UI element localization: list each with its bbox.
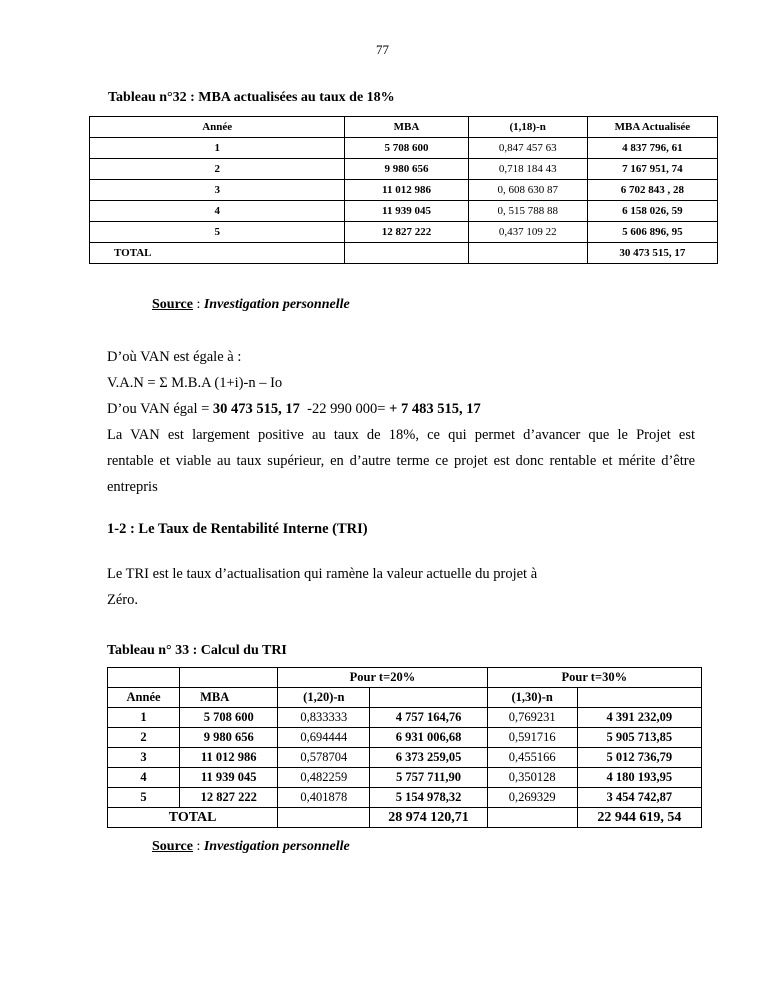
van-paragraph-line: entrepris bbox=[107, 479, 158, 495]
cell: 4 837 796, 61 bbox=[587, 138, 717, 159]
cell: 4 bbox=[90, 201, 345, 222]
source-sep: : bbox=[192, 297, 204, 312]
page-number: 77 bbox=[376, 42, 389, 57]
group-header-30: Pour t=30% bbox=[487, 668, 701, 688]
cell: 11 939 045 bbox=[180, 768, 278, 788]
table-header-row bbox=[108, 688, 702, 708]
table32-caption: Tableau n°32 : MBA actualisées au taux de 18% bbox=[108, 90, 395, 105]
cell: 0,437 109 22 bbox=[468, 222, 587, 243]
cell: 3 bbox=[108, 748, 180, 768]
table-row bbox=[90, 201, 718, 222]
cell: 0,591716 bbox=[487, 728, 577, 748]
cell: 0, 515 788 88 bbox=[468, 201, 587, 222]
cell: 5 012 736,79 bbox=[577, 748, 701, 768]
cell: 9 980 656 bbox=[180, 728, 278, 748]
cell: 6 931 006,68 bbox=[370, 728, 487, 748]
cell: 0,694444 bbox=[278, 728, 370, 748]
col-header: (1,18)-n bbox=[468, 117, 587, 138]
cell: 0,482259 bbox=[278, 768, 370, 788]
cell: 0,833333 bbox=[278, 708, 370, 728]
cell: 4 180 193,95 bbox=[577, 768, 701, 788]
cell: 2 bbox=[90, 159, 345, 180]
table-header-row bbox=[90, 117, 718, 138]
cell: 5 905 713,85 bbox=[577, 728, 701, 748]
van-calculation bbox=[107, 396, 695, 422]
cell bbox=[180, 668, 278, 688]
cell: 1 bbox=[108, 708, 180, 728]
col-header: MBA Actualisée bbox=[587, 117, 717, 138]
van-line: D’où VAN est égale à : bbox=[107, 349, 242, 365]
table33-caption: Tableau n° 33 : Calcul du TRI bbox=[107, 643, 287, 658]
source-text: Investigation personnelle bbox=[203, 839, 350, 854]
source-sep: : bbox=[192, 839, 204, 854]
total-value: 30 473 515, 17 bbox=[587, 243, 717, 264]
col-header: MBA bbox=[180, 688, 278, 708]
van-calc-result: + 7 483 515, 17 bbox=[389, 401, 481, 417]
table-calcul-tri bbox=[107, 667, 702, 828]
van-calc-prefix: D’ou VAN égal = bbox=[107, 401, 213, 417]
cell: 0,578704 bbox=[278, 748, 370, 768]
cell: 5 757 711,90 bbox=[370, 768, 487, 788]
total-label: TOTAL bbox=[108, 808, 278, 828]
table-row bbox=[108, 788, 702, 808]
van-section bbox=[107, 344, 695, 500]
table-row bbox=[90, 159, 718, 180]
cell: 1 bbox=[90, 138, 345, 159]
cell: 4 bbox=[108, 768, 180, 788]
source-note bbox=[152, 297, 350, 313]
van-calc-total: 30 473 515, 17 bbox=[212, 401, 300, 417]
cell bbox=[577, 688, 701, 708]
cell: 4 757 164,76 bbox=[370, 708, 487, 728]
cell: 6 373 259,05 bbox=[370, 748, 487, 768]
table-total-row bbox=[90, 243, 718, 264]
cell: 2 bbox=[108, 728, 180, 748]
table-mba-actualisees bbox=[89, 116, 718, 264]
van-formula: V.A.N = Σ M.B.A (1+i)-n – Io bbox=[107, 375, 283, 391]
cell: 5 708 600 bbox=[180, 708, 278, 728]
source-note bbox=[152, 839, 350, 855]
cell: 6 702 843 , 28 bbox=[587, 180, 717, 201]
cell bbox=[108, 668, 180, 688]
van-calc-mid: -22 990 000= bbox=[299, 401, 390, 417]
cell: 0,350128 bbox=[487, 768, 577, 788]
col-header: Année bbox=[108, 688, 180, 708]
group-header-20: Pour t=20% bbox=[278, 668, 487, 688]
cell: 9 980 656 bbox=[345, 159, 468, 180]
cell bbox=[345, 243, 468, 264]
cell: 0, 608 630 87 bbox=[468, 180, 587, 201]
cell: 0,718 184 43 bbox=[468, 159, 587, 180]
total-label: TOTAL bbox=[90, 243, 345, 264]
cell: 6 158 026, 59 bbox=[587, 201, 717, 222]
cell: 5 606 896, 95 bbox=[587, 222, 717, 243]
cell: 7 167 951, 74 bbox=[587, 159, 717, 180]
van-paragraph-line: La VAN est largement positive au taux de 18%, ce qui permet d’avancer que le Projet est bbox=[107, 427, 695, 443]
table-row bbox=[90, 180, 718, 201]
total-30: 22 944 619, 54 bbox=[577, 808, 701, 828]
table-group-header-row bbox=[108, 668, 702, 688]
table-row bbox=[108, 708, 702, 728]
van-paragraph-line: rentable et viable au taux supérieur, en d’autre terme ce projet est donc rentable et mérite d’être bbox=[107, 453, 695, 469]
cell bbox=[468, 243, 587, 264]
cell: 5 708 600 bbox=[345, 138, 468, 159]
cell: 12 827 222 bbox=[345, 222, 468, 243]
source-text: Investigation personnelle bbox=[203, 297, 350, 312]
col-header: Année bbox=[90, 117, 345, 138]
cell: 3 454 742,87 bbox=[577, 788, 701, 808]
cell: 0,847 457 63 bbox=[468, 138, 587, 159]
total-20: 28 974 120,71 bbox=[370, 808, 487, 828]
cell bbox=[487, 808, 577, 828]
cell: 0,401878 bbox=[278, 788, 370, 808]
cell: 11 012 986 bbox=[180, 748, 278, 768]
table-row bbox=[108, 728, 702, 748]
source-label: Source bbox=[152, 297, 193, 312]
col-header: (1,30)-n bbox=[487, 688, 577, 708]
table-row bbox=[108, 748, 702, 768]
table-row bbox=[108, 768, 702, 788]
cell: 5 bbox=[90, 222, 345, 243]
cell: 0,269329 bbox=[487, 788, 577, 808]
cell: 11 939 045 bbox=[345, 201, 468, 222]
col-header: (1,20)-n bbox=[278, 688, 370, 708]
section-heading: 1-2 : Le Taux de Rentabilité Interne (TRI) bbox=[107, 521, 368, 537]
cell: 0,769231 bbox=[487, 708, 577, 728]
cell bbox=[278, 808, 370, 828]
cell: 5 154 978,32 bbox=[370, 788, 487, 808]
cell: 12 827 222 bbox=[180, 788, 278, 808]
tri-line: Le TRI est le taux d’actualisation qui ramène la valeur actuelle du projet à bbox=[107, 566, 538, 582]
cell: 3 bbox=[90, 180, 345, 201]
table-row bbox=[90, 222, 718, 243]
col-header: MBA bbox=[345, 117, 468, 138]
table-total-row bbox=[108, 808, 702, 828]
table-row bbox=[90, 138, 718, 159]
tri-line: Zéro. bbox=[107, 592, 138, 608]
cell: 0,455166 bbox=[487, 748, 577, 768]
cell: 11 012 986 bbox=[345, 180, 468, 201]
cell: 5 bbox=[108, 788, 180, 808]
source-label: Source bbox=[152, 839, 193, 854]
cell: 4 391 232,09 bbox=[577, 708, 701, 728]
cell bbox=[370, 688, 487, 708]
tri-definition bbox=[107, 561, 695, 613]
